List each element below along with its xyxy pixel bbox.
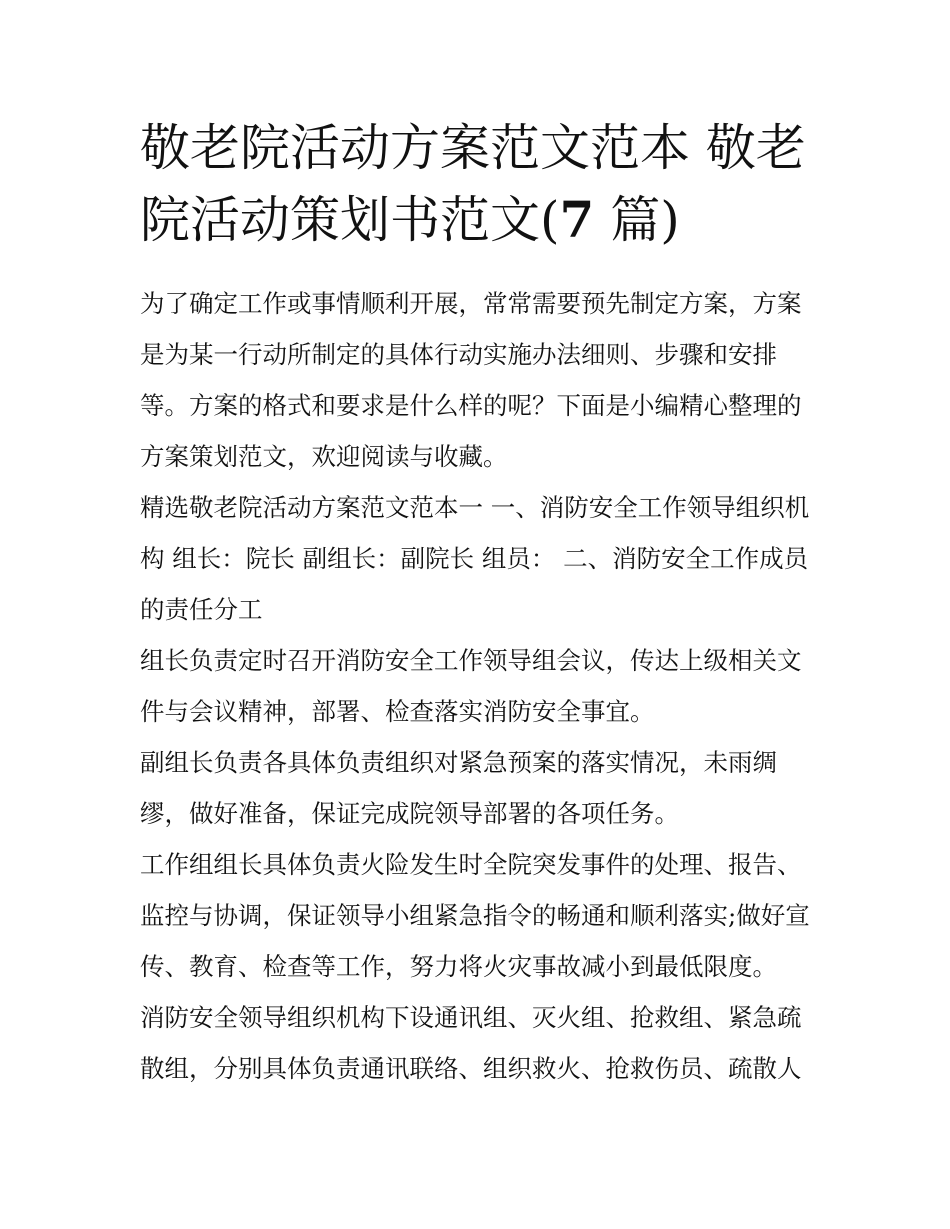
paragraph-team-leader-duty: 工作组组长具体负责火险发生时全院突发事件的处理、报告、监控与协调，保证领导小组紧急指令的畅通和顺利落实;做好宣传、教育、检查等工作，努力将火灾事故减小到最低限度。 [140, 850, 810, 981]
document-body [140, 278, 816, 1094]
title-count: 7 [559, 190, 595, 249]
title-text-part2: 篇) [594, 191, 680, 249]
paragraph-intro: 为了确定工作或事情顺利开展，常常需要预先制定方案，方案是为某一行动所制定的具体行动实施办法细则、步骤和安排等。方案的格式和要求是什么样的呢？下面是小编精心整理的方案策划范文，欢迎阅读与收藏。 [140, 289, 802, 471]
title-text-part1: 敬老院活动方案范文范本 敬老院活动策划书范文( [140, 119, 806, 249]
document-content [140, 112, 816, 1094]
paragraph-subgroups: 消防安全领导组织机构下设通讯组、灭火组、抢救组、紧急疏散组，分别具体负责通讯联络、组织救火、抢救伤员、疏散人 [140, 1003, 802, 1083]
paragraph-deputy-duty: 副组长负责各具体负责组织对紧急预案的落实情况，未雨绸缪，做好准备，保证完成院领导部署的各项任务。 [140, 748, 777, 828]
paragraph-leader-duty: 组长负责定时召开消防安全工作领导组会议，传达上级相关文件与会议精神，部署、检查落实消防安全事宜。 [140, 646, 802, 726]
document-title [140, 112, 816, 256]
paragraph-organization: 精选敬老院活动方案范文范本一 一、消防安全工作领导组织机构 组长：院长 副组长：副院长 组员： 二、消防安全工作成员的责任分工 [140, 493, 810, 624]
